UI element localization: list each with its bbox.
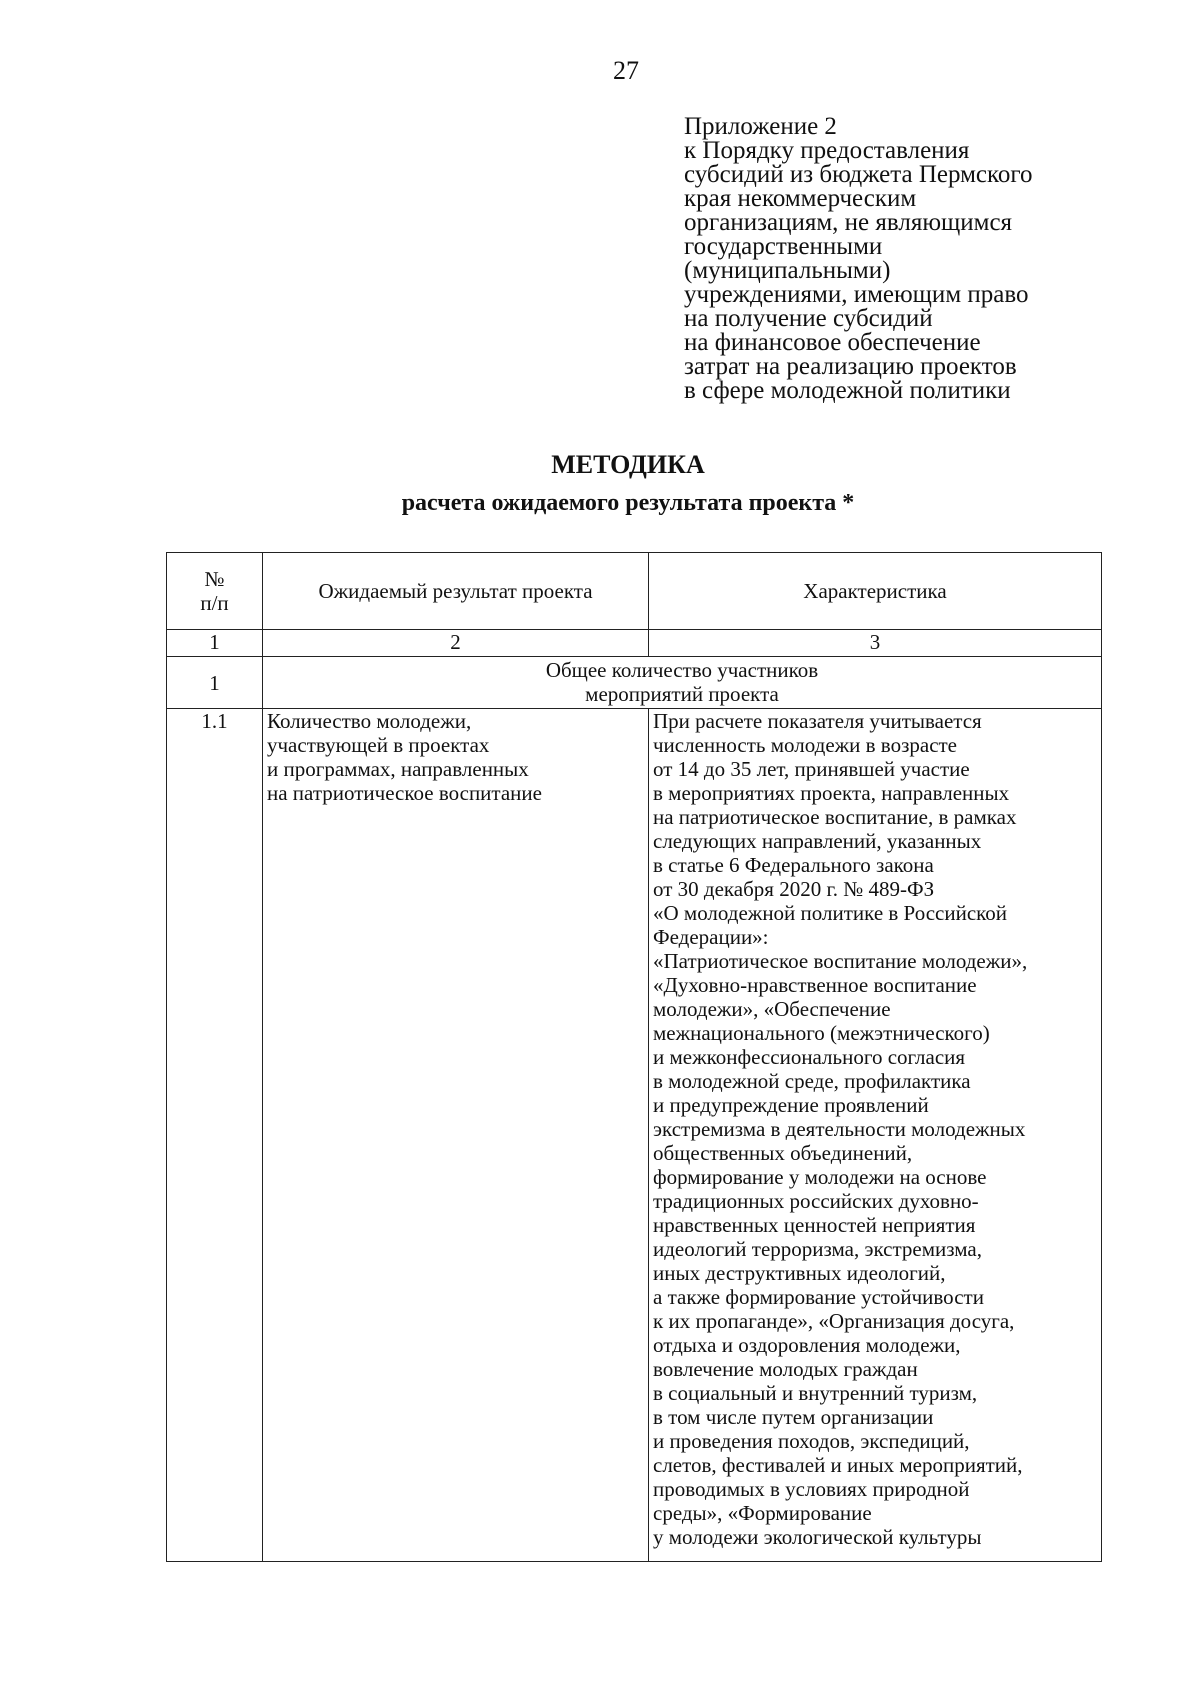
result-line: участвующей в проектах (267, 733, 490, 757)
characteristic-line: а также формирование устойчивости (653, 1285, 984, 1309)
characteristic-line: слетов, фестивалей и иных мероприятий, (653, 1453, 1023, 1477)
characteristic-line: общественных объединений, (653, 1141, 913, 1165)
result-line: Количество молодежи, (267, 709, 472, 733)
column-number: 2 (263, 630, 649, 657)
characteristic-line: вовлечение молодых граждан (653, 1357, 918, 1381)
section-number: 1 (167, 657, 263, 709)
appendix-line: на получение субсидий (684, 305, 933, 332)
characteristic-line: нравственных ценностей неприятия (653, 1213, 976, 1237)
table-row (167, 709, 1102, 1562)
document-title: МЕТОДИКА (551, 450, 705, 479)
item-characteristic (649, 709, 1102, 1562)
appendix-line: (муниципальными) (684, 257, 891, 284)
appendix-line: учреждениями, имеющим право (684, 281, 1029, 308)
characteristic-line: и проведения походов, экспедиций, (653, 1429, 970, 1453)
characteristic-line: «Духовно-нравственное воспитание (653, 973, 977, 997)
characteristic-line: в мероприятиях проекта, направленных (653, 781, 1010, 805)
characteristic-line: и межконфессионального согласия (653, 1045, 966, 1069)
characteristic-line: среды», «Формирование (653, 1501, 872, 1525)
characteristic-line: Федерации»: (653, 925, 769, 949)
characteristic-line: идеологий терроризма, экстремизма, (653, 1237, 982, 1261)
column-number: 3 (649, 630, 1102, 657)
appendix-line: в сфере молодежной политики (684, 377, 1011, 404)
appendix-line: к Порядку предоставления (684, 137, 970, 164)
header-number-line: п/п (200, 591, 229, 615)
characteristic-line: При расчете показателя учитывается (653, 709, 982, 733)
characteristic-line: формирование у молодежи на основе (653, 1165, 987, 1189)
table-header-row (167, 553, 1102, 630)
characteristic-line: и предупреждение проявлений (653, 1093, 929, 1117)
section-row (167, 657, 1102, 709)
document-subtitle: расчета ожидаемого результата проекта * (401, 490, 855, 516)
column-number-row (167, 630, 1102, 657)
item-number: 1.1 (167, 709, 263, 1562)
column-number: 1 (167, 630, 263, 657)
characteristic-line: в молодежной среде, профилактика (653, 1069, 971, 1093)
appendix-line: затрат на реализацию проектов (684, 353, 1017, 380)
characteristic-line: экстремизма в деятельности молодежных (653, 1117, 1026, 1141)
appendix-line: края некоммерческим (684, 185, 917, 212)
appendix-line: Приложение 2 (684, 113, 837, 140)
characteristic-line: отдыха и оздоровления молодежи, (653, 1333, 961, 1357)
characteristic-line: к их пропаганде», «Организация досуга, (653, 1309, 1015, 1333)
section-title-line: мероприятий проекта (585, 682, 779, 706)
characteristic-line: следующих направлений, указанных (653, 829, 982, 853)
methodology-table-wrapper (166, 552, 1101, 1562)
appendix-block (684, 115, 1033, 403)
characteristic-line: «О молодежной политике в Российской (653, 901, 1008, 925)
characteristic-line: в том числе путем организации (653, 1405, 934, 1429)
methodology-table (166, 552, 1102, 1562)
characteristic-line: проводимых в условиях природной (653, 1477, 970, 1501)
characteristic-line: «Патриотическое воспитание молодежи», (653, 949, 1028, 973)
appendix-line: государственными (684, 233, 883, 260)
characteristic-line: в статье 6 Федерального закона (653, 853, 934, 877)
characteristic-line: в социальный и внутренний туризм, (653, 1381, 978, 1405)
appendix-line: на финансовое обеспечение (684, 329, 981, 356)
header-result: Ожидаемый результат проекта (263, 553, 649, 630)
result-line: на патриотическое воспитание (267, 781, 542, 805)
header-number-line: № (204, 567, 225, 591)
characteristic-line: от 14 до 35 лет, принявшей участие (653, 757, 970, 781)
characteristic-line: традиционных российских духовно- (653, 1189, 979, 1213)
header-number (167, 553, 263, 630)
header-characteristic: Характеристика (649, 553, 1102, 630)
appendix-line: организациям, не являющимся (684, 209, 1013, 236)
item-result (263, 709, 649, 1562)
section-title-line: Общее количество участников (545, 658, 819, 682)
result-line: и программах, направленных (267, 757, 529, 781)
appendix-line: субсидий из бюджета Пермского (684, 161, 1033, 188)
page-number: 27 (613, 56, 639, 85)
characteristic-line: у молодежи экологической культуры (653, 1525, 982, 1549)
section-title (263, 657, 1102, 709)
characteristic-line: численность молодежи в возрасте (653, 733, 958, 757)
characteristic-line: от 30 декабря 2020 г. № 489-ФЗ (653, 877, 935, 901)
characteristic-line: иных деструктивных идеологий, (653, 1261, 946, 1285)
characteristic-line: межнационального (межэтнического) (653, 1021, 990, 1045)
characteristic-line: на патриотическое воспитание, в рамках (653, 805, 1017, 829)
characteristic-line: молодежи», «Обеспечение (653, 997, 891, 1021)
